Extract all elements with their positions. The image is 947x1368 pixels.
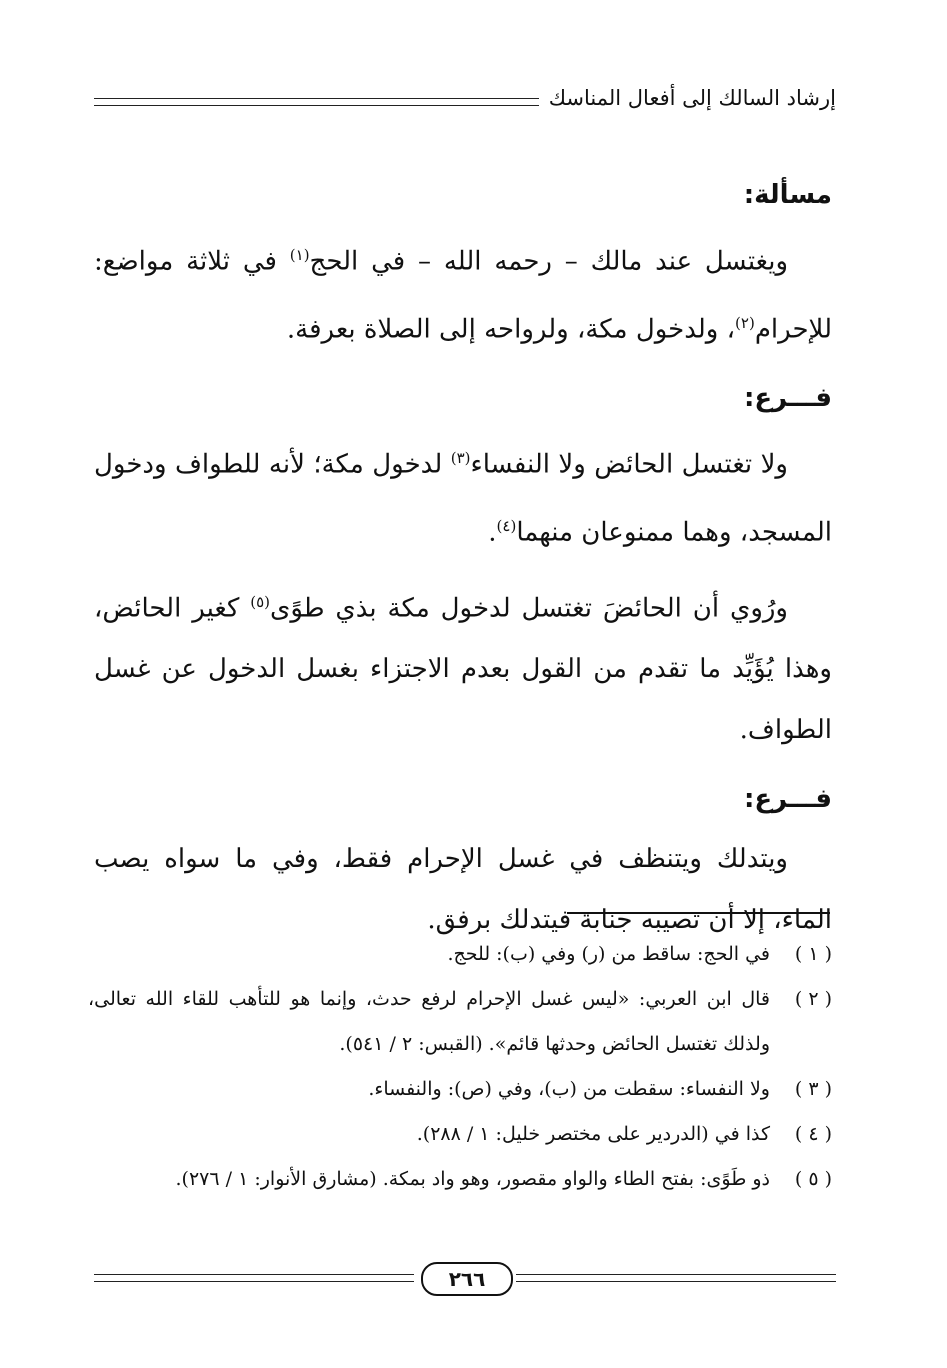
footer-rule-left xyxy=(94,1274,414,1282)
header-rule xyxy=(94,98,539,106)
paragraph-1-text-a: ويغتسل عند مالك – رحمه الله – في الحج xyxy=(309,246,788,277)
heading-far-1: فـــرع: xyxy=(743,383,832,414)
footnote-text: ولا النفساء: سقطت من (ب)، وفي (ص): والنفساء. xyxy=(368,1078,770,1100)
footnote-ref-5: (٥) xyxy=(250,592,271,611)
paragraph-2 xyxy=(94,428,832,563)
main-text xyxy=(94,165,832,959)
footnote-text: في الحج: ساقط من (ر) وفي (ب): للحج. xyxy=(447,943,770,965)
footnote-ref-2: (٢) xyxy=(735,313,755,332)
paragraph-2-text-c: . xyxy=(488,517,497,548)
heading-far-2: فـــرع: xyxy=(743,784,832,815)
footnote-number: ( ١ ) xyxy=(794,943,832,965)
paragraph-3 xyxy=(94,572,832,762)
footnote-3 xyxy=(88,1067,832,1112)
page-footer xyxy=(94,1262,836,1296)
paragraph-2-text-a: ولا تغتسل الحائض ولا النفساء xyxy=(470,449,788,480)
footnote-text: كذا في (الدردير على مختصر خليل: ١ / ٢٨٨). xyxy=(416,1123,770,1145)
paragraph-2-text-b: لدخول مكة؛ لأنه للطواف ودخول المسجد، وهما ممنوعان منهما xyxy=(94,449,832,548)
paragraph-1-text-c: ، ولدخول مكة، ولرواحه إلى الصلاة بعرفة. xyxy=(286,314,736,345)
footnote-4 xyxy=(88,1112,832,1157)
paragraph-3-text-b: كغير الحائض، وهذا يُؤَيِّد ما تقدم من القول بعدم الاجتزاء بغسل الدخول عن غسل الطواف. xyxy=(94,593,832,746)
page-number: ٢٦٦ xyxy=(421,1262,513,1296)
footnote-ref-3: (٣) xyxy=(450,449,471,468)
footnote-number: ( ٢ ) xyxy=(794,988,832,1010)
running-title: إرشاد السالك إلى أفعال المناسك xyxy=(548,86,836,110)
footer-rule-right xyxy=(516,1274,836,1282)
footnote-ref-1: (١) xyxy=(289,246,310,264)
footnote-ref-4: (٤) xyxy=(496,516,517,535)
footnotes xyxy=(88,932,832,1202)
footnote-text: ذو طَوًى: بفتح الطاء والواو مقصور، وهو واد بمكة. (مشارق الأنوار: ١ / ٢٧٦). xyxy=(175,1168,770,1190)
running-header xyxy=(94,78,836,118)
paragraph-3-text-a: ورُوي أن الحائضَ تغتسل لدخول مكة بذي طوًى xyxy=(270,593,788,624)
footnote-number: ( ٤ ) xyxy=(794,1123,832,1145)
paragraph-1-text-b: في ثلاثة مواضع: للإحرام xyxy=(94,246,832,345)
heading-masala: مسألة: xyxy=(743,180,832,210)
paragraph-4: ويتدلك ويتنظف في غسل الإحرام فقط، وفي ما سواه يصب الماء، إلا أن تصيبه جنابة فيتدلك برفق. xyxy=(94,844,832,936)
footnote-number: ( ٥ ) xyxy=(794,1168,832,1190)
footnote-5 xyxy=(88,1157,832,1202)
footnote-number: ( ٣ ) xyxy=(794,1078,832,1100)
footnote-1 xyxy=(88,932,832,977)
footnote-2 xyxy=(88,977,832,1067)
footnote-text: قال ابن العربي: «ليس غسل الإحرام لرفع حدث، وإنما هو للتأهب للقاء الله تعالى، ولذلك تغتسل الحائض وحدثها قائم». (القبس: ٢ / ٥٤١). xyxy=(88,988,770,1055)
paragraph-1 xyxy=(94,225,832,360)
footnote-separator xyxy=(567,912,830,914)
